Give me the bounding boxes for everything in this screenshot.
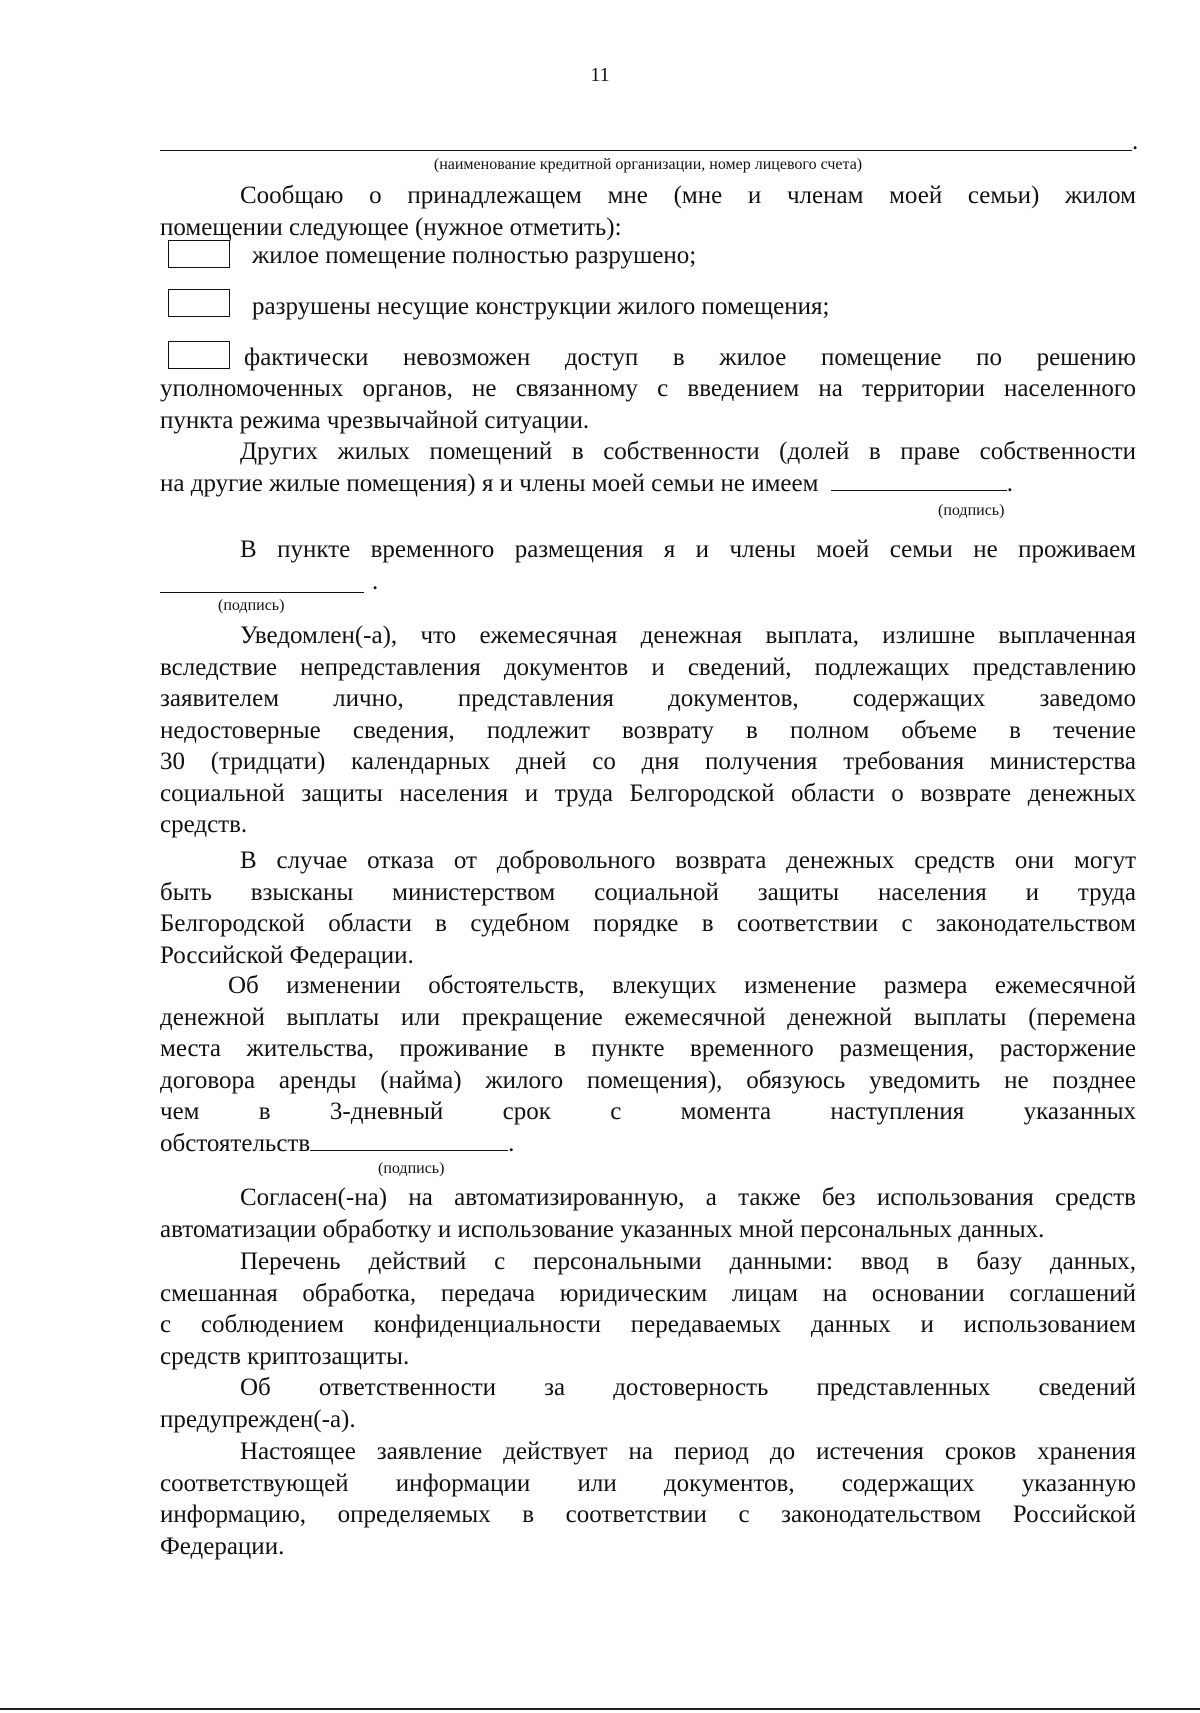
changes-line: денежной выплаты или прекращение ежемесячной денежной выплаты (перемена xyxy=(160,1003,1136,1031)
signature-dot: . xyxy=(1006,469,1013,497)
liability-line: предупрежден(-а). xyxy=(160,1405,356,1433)
scan-bottom-edge xyxy=(0,1708,1200,1710)
notice-paragraph xyxy=(160,620,1136,841)
changes-line: места жительства, проживание в пункте временного размещения, расторжение xyxy=(160,1035,1136,1062)
option-no-access: фактически невозможен доступ в жилое помещение по решению xyxy=(244,344,1136,371)
page-number: 11 xyxy=(590,64,610,86)
validity-line: соответствующей информации или документов, содержащих указанную xyxy=(160,1469,1136,1497)
option-no-access-continued xyxy=(160,373,1136,436)
temp-housing-line: В пункте временного размещения я и члены моей семьи не проживаем xyxy=(240,536,1136,563)
liability-line: Об ответственности за достоверность представленных сведений xyxy=(240,1374,1136,1401)
notice-line: вследствие непредставления документов и сведений, подлежащих представлению xyxy=(160,653,1136,681)
header-trailing-dot: . xyxy=(1132,128,1139,155)
intro-line: Сообщаю о принадлежащем мне (мне и членам моей семьи) жилом xyxy=(240,182,1136,209)
notice-line: заявителем лично, представления документов, содержащих заведомо xyxy=(160,685,1136,712)
signature-line-temp-housing[interactable] xyxy=(160,592,364,593)
signature-caption-temp-housing: (подпись) xyxy=(218,597,285,614)
other-housing-line: Других жилых помещений в собственности (долей в праве собственности xyxy=(240,438,1136,465)
option-house-destroyed: жилое помещение полностью разрушено; xyxy=(252,242,697,269)
other-housing-line-with-signature xyxy=(160,468,1136,500)
changes-line: Об изменении обстоятельств, влекущих изменение размера ежемесячной xyxy=(228,972,1136,999)
notice-line: недостоверные сведения, подлежит возврату в полном объеме в течение xyxy=(160,716,1136,744)
refusal-paragraph xyxy=(160,845,1136,971)
refusal-line: Белгородской области в судебном порядке в соответствии с законодательством xyxy=(160,910,1136,937)
validity-line: Федерации. xyxy=(160,1532,285,1560)
changes-line: договора аренды (найма) жилого помещения), обязуюсь уведомить не позднее xyxy=(160,1066,1136,1094)
signature-line-other-housing[interactable] xyxy=(831,468,1007,491)
actions-line: с соблюдением конфиденциальности передаваемых данных и использованием xyxy=(160,1311,1136,1338)
notice-line: средств. xyxy=(160,811,248,838)
signature-caption-other-housing: (подпись) xyxy=(938,502,1005,519)
other-housing-text: на другие жилые помещения) я и члены моей семьи не имеем xyxy=(160,469,819,497)
notice-line: 30 (тридцати) календарных дней со дня получения требования министерства xyxy=(160,748,1136,775)
actions-line: смешанная обработка, передача юридическим лицам на основании соглашений xyxy=(160,1279,1136,1307)
temp-housing-paragraph xyxy=(160,534,1136,566)
notice-line: социальной защиты населения и труда Белгородской области о возврате денежных xyxy=(160,779,1136,807)
changes-text: обстоятельств xyxy=(160,1129,311,1157)
signature-dot: . xyxy=(508,1129,515,1157)
actions-paragraph xyxy=(160,1246,1136,1372)
bank-name-fill-line[interactable] xyxy=(160,150,1132,151)
consent-line: автоматизации обработку и использование указанных мной персональных данных. xyxy=(160,1215,1045,1243)
refusal-line: Российской Федерации. xyxy=(160,941,414,969)
checkbox-structures-destroyed[interactable] xyxy=(168,289,230,317)
changes-line: чем в 3-дневный срок с момента наступления указанных xyxy=(160,1098,1136,1125)
refusal-line: быть взысканы министерством социальной защиты населения и труда xyxy=(160,878,1136,906)
actions-line: средств криптозащиты. xyxy=(160,1342,410,1370)
consent-paragraph xyxy=(160,1182,1136,1245)
intro-line: помещении следующее (нужное отметить): xyxy=(160,213,622,241)
signature-caption-changes: (подпись) xyxy=(378,1160,445,1177)
bank-name-caption: (наименование кредитной организации, номер лицевого счета) xyxy=(433,156,863,173)
consent-line: Согласен(-на) на автоматизированную, а также без использования средств xyxy=(240,1184,1136,1211)
intro-paragraph xyxy=(160,180,1136,243)
changes-line-with-signature xyxy=(160,1128,1136,1160)
actions-line: Перечень действий с персональными данными: ввод в базу данных, xyxy=(240,1248,1136,1275)
signature-line-changes[interactable] xyxy=(310,1128,508,1151)
changes-paragraph xyxy=(160,970,1136,1159)
validity-line: Настоящее заявление действует на период до истечения сроков хранения xyxy=(240,1438,1136,1465)
checkbox-no-access[interactable] xyxy=(168,341,230,369)
refusal-line: В случае отказа от добровольного возврата денежных средств они могут xyxy=(240,847,1136,874)
signature-dot: . xyxy=(372,568,379,595)
option-no-access-line: пункта режима чрезвычайной ситуации. xyxy=(160,406,590,434)
liability-paragraph xyxy=(160,1372,1136,1435)
other-housing-paragraph xyxy=(160,436,1136,499)
validity-paragraph xyxy=(160,1436,1136,1562)
validity-line: информацию, определяемых в соответствии с законодательством Российской xyxy=(160,1501,1136,1528)
option-structures-destroyed: разрушены несущие конструкции жилого помещения; xyxy=(252,293,830,320)
checkbox-house-destroyed[interactable] xyxy=(168,240,230,268)
option-no-access-line: уполномоченных органов, не связанному с введением на территории населенного xyxy=(160,375,1136,402)
notice-line: Уведомлен(-а), что ежемесячная денежная выплата, излишне выплаченная xyxy=(240,622,1136,649)
